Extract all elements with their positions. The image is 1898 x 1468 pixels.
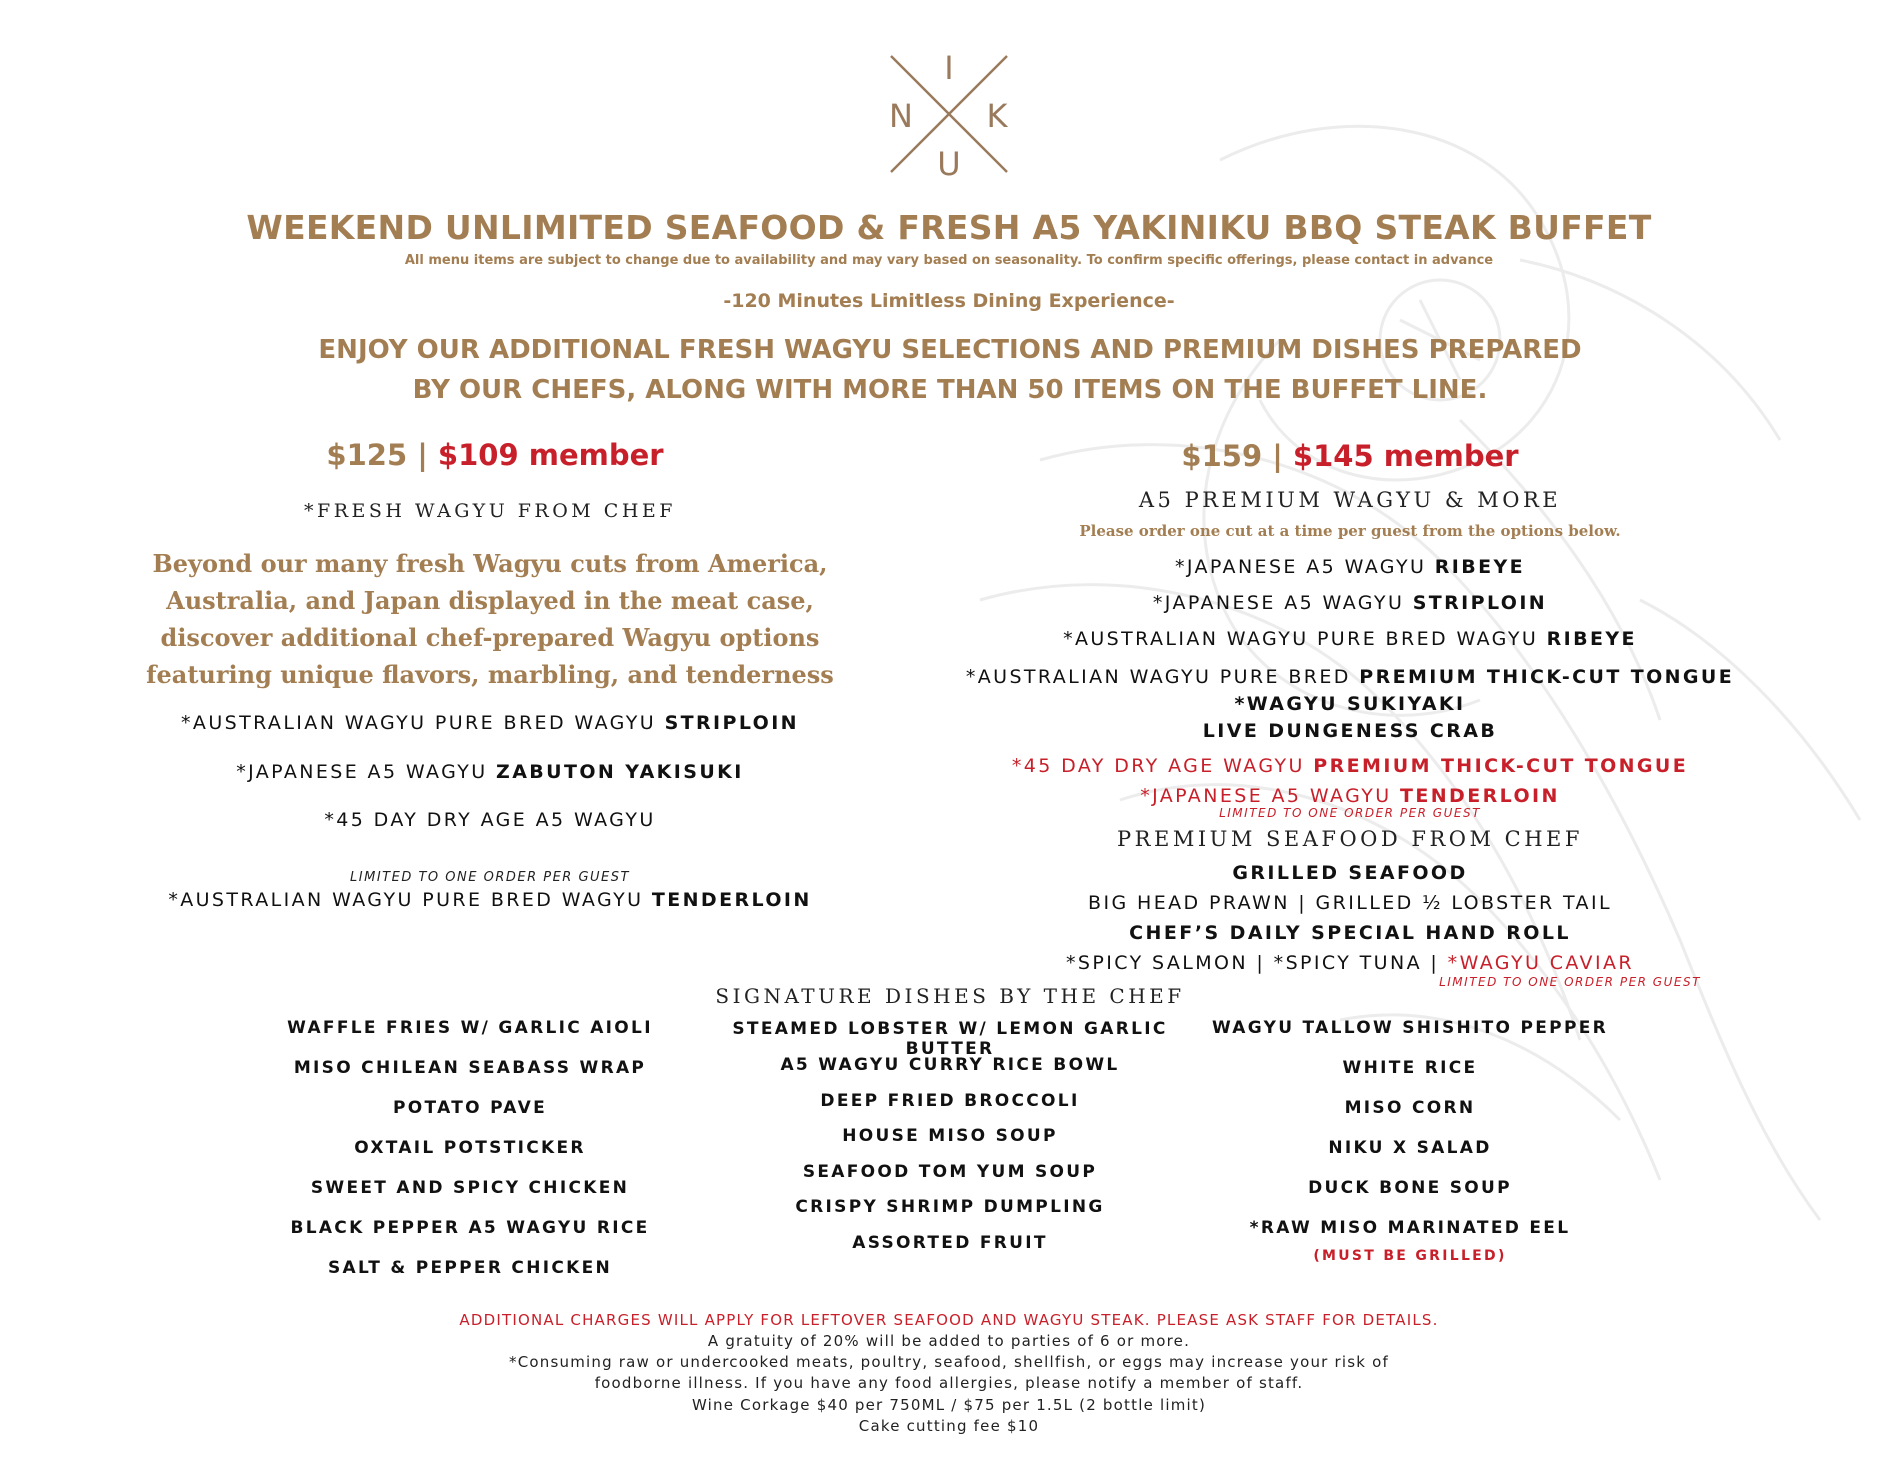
gratuity-note: A gratuity of 20% will be added to parties of 6 or more. bbox=[707, 1332, 1191, 1350]
dish-item: SALT & PEPPER CHICKEN bbox=[327, 1258, 613, 1278]
item-text: *JAPANESE A5 WAGYU bbox=[1174, 556, 1435, 578]
right-price bbox=[1100, 439, 1600, 473]
item-text: *JAPANESE A5 WAGYU bbox=[1140, 785, 1400, 807]
dining-duration: -120 Minutes Limitless Dining Experience- bbox=[723, 290, 1175, 312]
dish-item: NIKU X SALAD bbox=[1328, 1138, 1492, 1158]
item-text: *SPICY SALMON | *SPICY TUNA | bbox=[1066, 952, 1448, 974]
dish-item: WAGYU TALLOW SHISHITO PEPPER bbox=[1211, 1018, 1609, 1038]
signature-heading: SIGNATURE DISHES BY THE CHEF bbox=[715, 984, 1185, 1008]
dish-item: SEAFOOD TOM YUM SOUP bbox=[802, 1162, 1098, 1182]
corkage-fee: Wine Corkage $40 per 750ML / $75 per 1.5L (2 bottle limit) bbox=[691, 1396, 1207, 1414]
right-grilled-seafood: GRILLED SEAFOOD bbox=[1232, 862, 1468, 884]
dish-item: WHITE RICE bbox=[1342, 1058, 1478, 1078]
right-tenderloin-note: LIMITED TO ONE ORDER PER GUEST bbox=[1219, 806, 1481, 820]
right-spicy-rolls bbox=[950, 952, 1750, 974]
dish-item: WAFFLE FRIES W/ GARLIC AIOLI bbox=[287, 1018, 653, 1038]
right-item-crab: LIVE DUNGENESS CRAB bbox=[1202, 720, 1498, 742]
dish-item: HOUSE MISO SOUP bbox=[842, 1126, 1058, 1146]
left-item-tenderloin bbox=[115, 889, 865, 911]
intro-line-2: BY OUR CHEFS, ALONG WITH MORE THAN 50 ITEMS ON THE BUFFET LINE. bbox=[412, 375, 1488, 405]
item-text: *45 DAY DRY AGE A5 WAGYU bbox=[324, 809, 656, 831]
left-regular-price: $125 | bbox=[326, 438, 438, 472]
page-title: WEEKEND UNLIMITED SEAFOOD & FRESH A5 YAKINIKU BBQ STEAK BUFFET bbox=[246, 208, 1652, 247]
right-regular-price: $159 | bbox=[1181, 439, 1293, 473]
dish-item: POTATO PAVE bbox=[393, 1098, 547, 1118]
item-text: *JAPANESE A5 WAGYU bbox=[236, 761, 497, 783]
left-price bbox=[245, 438, 745, 472]
logo-letter-bottom: U bbox=[937, 145, 961, 183]
item-text: *AUSTRALIAN WAGYU PURE BRED WAGYU bbox=[181, 712, 665, 734]
left-member-price: $109 member bbox=[437, 438, 664, 472]
left-item-zabuton bbox=[115, 761, 865, 783]
right-item-aus-ribeye bbox=[950, 628, 1750, 650]
item-bold: TENDERLOIN bbox=[651, 889, 812, 911]
right-item-a5-ribeye bbox=[950, 556, 1750, 578]
dish-item: MISO CORN bbox=[1344, 1098, 1476, 1118]
niku-x-logo bbox=[883, 48, 1015, 183]
item-bold: ZABUTON YAKISUKI bbox=[496, 761, 744, 783]
dish-item: OXTAIL POTSTICKER bbox=[354, 1138, 586, 1158]
grilled-warning: (MUST BE GRILLED) bbox=[1313, 1248, 1507, 1264]
logo-letter-right: K bbox=[986, 97, 1008, 135]
left-item-striploin bbox=[115, 712, 865, 734]
dish-item: DUCK BONE SOUP bbox=[1308, 1178, 1512, 1198]
right-hand-roll: CHEF’S DAILY SPECIAL HAND ROLL bbox=[1129, 922, 1571, 944]
left-description: Beyond our many fresh Wagyu cuts from America, Australia, and Japan displayed in the meat case, discover additional chef-prepared Wagyu options featuring unique flavors, marbling, and tenderness bbox=[146, 549, 834, 689]
dish-item: A5 WAGYU CURRY RICE BOWL bbox=[780, 1055, 1120, 1075]
dish-item: SWEET AND SPICY CHICKEN bbox=[310, 1178, 630, 1198]
intro-line-1: ENJOY OUR ADDITIONAL FRESH WAGYU SELECTIONS AND PREMIUM DISHES PREPARED bbox=[318, 335, 1582, 365]
dish-item: STEAMED LOBSTER W/ LEMON GARLIC BUTTER bbox=[732, 1019, 1168, 1059]
item-text: *AUSTRALIAN WAGYU PURE BRED WAGYU bbox=[168, 889, 652, 911]
item-bold: RIBEYE bbox=[1546, 628, 1637, 650]
item-bold: PREMIUM THICK-CUT TONGUE bbox=[1359, 666, 1735, 688]
left-section-heading: *FRESH WAGYU FROM CHEF bbox=[304, 500, 676, 522]
cake-fee: Cake cutting fee $10 bbox=[858, 1417, 1040, 1435]
right-prawn-lobster: BIG HEAD PRAWN | GRILLED ½ LOBSTER TAIL bbox=[1088, 892, 1612, 914]
logo-letter-left: N bbox=[889, 97, 913, 135]
item-text: *AUSTRALIAN WAGYU PURE BRED WAGYU bbox=[1063, 628, 1547, 650]
intro-heading bbox=[300, 330, 1600, 410]
dish-item: CRISPY SHRIMP DUMPLING bbox=[795, 1197, 1105, 1217]
right-section-heading: A5 PREMIUM WAGYU & MORE bbox=[1138, 488, 1562, 512]
dish-item: BLACK PEPPER A5 WAGYU RICE bbox=[290, 1218, 650, 1238]
item-bold: STRIPLOIN bbox=[1412, 592, 1548, 614]
item-text: *45 DAY DRY AGE WAGYU bbox=[1011, 755, 1314, 777]
caviar-limit-note: LIMITED TO ONE ORDER PER GUEST bbox=[1439, 975, 1701, 989]
right-item-tongue bbox=[950, 666, 1750, 688]
caviar-text: *WAGYU CAVIAR bbox=[1447, 952, 1634, 974]
raw-food-warning-2: foodborne illness. If you have any food allergies, please notify a member of staff. bbox=[594, 1374, 1304, 1392]
left-item-dry-age bbox=[115, 809, 865, 831]
dish-item: *RAW MISO MARINATED EEL bbox=[1249, 1218, 1571, 1238]
item-text: *JAPANESE A5 WAGYU bbox=[1152, 592, 1413, 614]
raw-food-warning-1: *Consuming raw or undercooked meats, poultry, seafood, shellfish, or eggs may increase your risk of bbox=[509, 1353, 1389, 1371]
right-member-price: $145 member bbox=[1292, 439, 1519, 473]
leftover-charges-note: ADDITIONAL CHARGES WILL APPLY FOR LEFTOVER SEAFOOD AND WAGYU STEAK. PLEASE ASK STAFF FOR DETAILS. bbox=[459, 1311, 1439, 1329]
availability-disclaimer: All menu items are subject to change due to availability and may vary based on seasonality. To confirm specific offerings, please contact in advance bbox=[404, 253, 1494, 268]
dish-item: ASSORTED FRUIT bbox=[852, 1233, 1048, 1253]
logo-letter-top: I bbox=[944, 49, 954, 87]
dish-item: DEEP FRIED BROCCOLI bbox=[820, 1091, 1080, 1111]
item-bold: PREMIUM THICK-CUT TONGUE bbox=[1313, 755, 1689, 777]
right-item-a5-striploin bbox=[950, 592, 1750, 614]
item-bold: RIBEYE bbox=[1434, 556, 1526, 578]
dish-item: MISO CHILEAN SEABASS WRAP bbox=[293, 1058, 647, 1078]
item-text: *AUSTRALIAN WAGYU PURE BRED bbox=[965, 666, 1360, 688]
left-limited-note: LIMITED TO ONE ORDER PER GUEST bbox=[350, 870, 630, 885]
right-item-dry-age-tongue bbox=[950, 755, 1750, 777]
item-bold: TENDERLOIN bbox=[1400, 785, 1560, 807]
right-item-sukiyaki: *WAGYU SUKIYAKI bbox=[1234, 693, 1466, 715]
seafood-heading: PREMIUM SEAFOOD FROM CHEF bbox=[1117, 827, 1583, 851]
item-bold: STRIPLOIN bbox=[664, 712, 799, 734]
right-item-tenderloin bbox=[950, 785, 1750, 807]
right-order-note: Please order one cut at a time per guest from the options below. bbox=[1079, 522, 1621, 540]
